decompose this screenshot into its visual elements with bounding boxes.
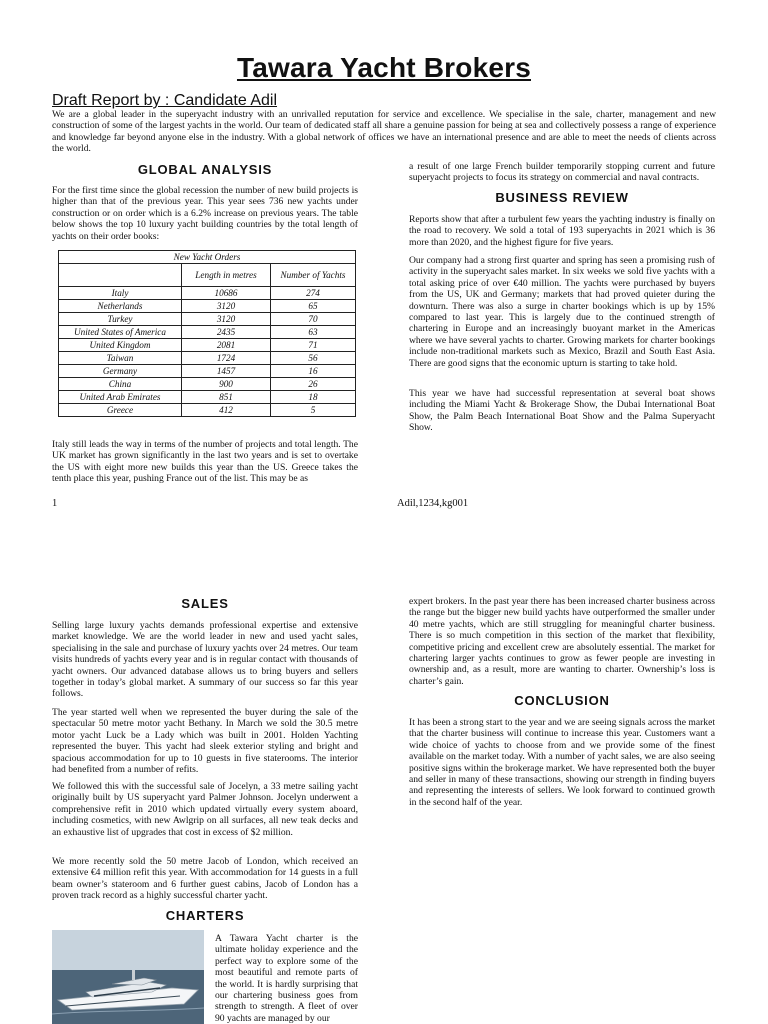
table-cell-country: Greece [59, 404, 182, 417]
table-cell-yachts: 16 [271, 365, 356, 378]
table-cell-yachts: 70 [271, 313, 356, 326]
table-row [59, 339, 356, 352]
table-cell-country: Netherlands [59, 300, 182, 313]
table-cell-country: United Arab Emirates [59, 391, 182, 404]
document-subtitle: Draft Report by : Candidate Adil [52, 92, 278, 109]
table-cell-length: 1724 [182, 352, 271, 365]
table-cell-yachts: 18 [271, 391, 356, 404]
table-caption: New Yacht Orders [59, 251, 356, 264]
table-cell-country: Turkey [59, 313, 182, 326]
table-row [59, 404, 356, 417]
table-cell-country: Germany [59, 365, 182, 378]
conclusion-para: It has been a strong start to the year and we are seeing signals across the market that the charter business will continue to increase this year. Customers want a wide choice of yachts to choose from and we provide some of the finest available on the market today. With a number of yacht sales, we are also seeing positive signs within the brokerage market. We have represented both the buyer and seller in many of these transactions, showing our strength in finding buyers and representing the interests of sellers. We look forward to continued growth in the second half of the year. [409, 717, 715, 808]
sales-heading: SALES [181, 596, 229, 611]
document-title: Tawara Yacht Brokers [236, 52, 531, 83]
table-row [59, 326, 356, 339]
table-cell-length: 3120 [182, 300, 271, 313]
business-review-para-1: Reports show that after a turbulent few years the yachting industry is finally on the road to recovery. We sold a total of 193 superyachts in 2021 which is 36 more than 2020, and the highest figure for five years. [409, 214, 715, 248]
table-cell-length: 2081 [182, 339, 271, 352]
table-cell-yachts: 26 [271, 378, 356, 391]
business-review-para-2: Our company had a strong first quarter and spring has seen a promising rush of activity in the superyacht sales market. In six weeks we sold five yachts with a total asking price of over €40 million. The yachts were purchased by buyers from the US, UK and Germany; markets that had proved quieter during the downturn. There was also a surge in charter bookings which is up by 15% compared to last year. This is largely due to the continued strength of chartering in Europe and an increasingly buoyant market in the Americas where we have several yachts to charter. Growing markets for charter bookings include non-traditional markets such as Mexico, Brazil and South East Asia. There are good signs that the economic upturn is starting to take hold. [409, 255, 715, 369]
table-cell-yachts: 63 [271, 326, 356, 339]
table-header-length: Length in metres [182, 264, 271, 287]
table-header-row [59, 264, 356, 287]
table-row [59, 300, 356, 313]
new-yacht-orders-table [58, 250, 356, 417]
table-cell-length: 1457 [182, 365, 271, 378]
table-row [59, 313, 356, 326]
table-body [59, 287, 356, 417]
table-cell-length: 2435 [182, 326, 271, 339]
table-cell-country: China [59, 378, 182, 391]
conclusion-heading: CONCLUSION [514, 693, 610, 708]
table-row [59, 378, 356, 391]
table-row [59, 391, 356, 404]
global-analysis-para-1: For the first time since the global recession the number of new build projects is higher than that of the previous year. This year sees 736 new yachts under construction or on order which is a 6.2% increase on previous years. The table below shows the top 10 luxury yacht building countries by the total length of yachts on their order books: [52, 185, 358, 242]
table-row [59, 287, 356, 300]
sales-para-4: We more recently sold the 50 metre Jacob of London, which received an extensive €4 million refit this year. With accommodation for 14 guests in a full beam owner’s stateroom and 6 further guest cabins, Jacob of London has a proven track record as a highly successful charter yacht. [52, 856, 358, 902]
table-cell-country: United Kingdom [59, 339, 182, 352]
yacht-icon [52, 930, 204, 1024]
business-review-heading: BUSINESS REVIEW [495, 190, 629, 205]
table-cell-yachts: 5 [271, 404, 356, 417]
table-header-yachts: Number of Yachts [271, 264, 356, 287]
charters-heading: CHARTERS [165, 908, 245, 923]
table-cell-country: Taiwan [59, 352, 182, 365]
table-cell-length: 10686 [182, 287, 271, 300]
global-analysis-para-2: Italy still leads the way in terms of the number of projects and total length. The UK market has grown significantly in the last two years and is set to overtake the US with eight more new builds this year than the US. Greece takes the tenth place this year, pushing France out of the list. This may be as [52, 439, 358, 485]
footer-reference: Adil,1234,kg001 [397, 498, 469, 509]
global-analysis-continuation: a result of one large French builder temporarily stopping current and future superyacht projects to focus its strategy on commercial and naval contracts. [409, 161, 715, 184]
table-cell-length: 851 [182, 391, 271, 404]
charters-continuation: expert brokers. In the past year there has been increased charter business across the range but the bigger new build yachts have outperformed the smaller under 40 metre yachts, which are still struggling for meaningful charter business. There is so much competition in this section of the market that flexibility, competitive pricing and excellent crew are absolutely essential. The market for chartering larger yachts continues to grow as fewer people are investing in ownership and, as a result, more are wanting to charter. Ownership’s loss is charter’s gain. [409, 596, 715, 687]
table-cell-country: United States of America [59, 326, 182, 339]
table-row [59, 352, 356, 365]
table-cell-length: 412 [182, 404, 271, 417]
table-cell-length: 3120 [182, 313, 271, 326]
table-cell-yachts: 274 [271, 287, 356, 300]
table-cell-yachts: 65 [271, 300, 356, 313]
table-cell-length: 900 [182, 378, 271, 391]
table-cell-country: Italy [59, 287, 182, 300]
table-header-country [59, 264, 182, 287]
sales-para-2: The year started well when we represented the buyer during the sale of the spectacular 50 metre motor yacht Bethany. In March we sold the 30.5 metre motor yacht Luck be a Lady which was built in 2001. Holden Yachting represented the buyer. This yacht had sleek exterior styling and bright and spacious accommodation for up to 10 guests in five staterooms. The interior had benefited from a number of refits. [52, 707, 358, 776]
intro-paragraph: We are a global leader in the superyacht industry with an unrivalled reputation for service and excellence. We specialise in the sale, charter, management and new construction of some of the largest yachts in the world. Our team of dedicated staff all share a genuine passion for being at sea and collectively possess a range of experience and knowledge far beyond anyone else in the industry. With a global network of offices we have an international presence and are able to meet the needs of clients across the world. [52, 109, 716, 155]
table-caption-row [59, 251, 356, 264]
yacht-photo [52, 930, 204, 1024]
sales-para-1: Selling large luxury yachts demands professional expertise and extensive market knowledge. We are the world leader in new and used yacht sales, specialising in the sale and purchase of luxury yachts over 24 metres. Our team visits hundreds of yachts every year and is in regular contact with thousands of yacht owners. Our advanced database allows us to bring buyers and sellers together in today’s global market. A summary of our success so far this year follows. [52, 620, 358, 700]
sales-para-3: We followed this with the successful sale of Jocelyn, a 33 metre sailing yacht originally built by US superyacht yard Palmer Johnson. Jocelyn underwent a comprehensive refit in 2010 which updated virtually every system aboard, including cosmetics, with new Awlgrip on all surfaces, all new teak decks and an exhaustive list of upgrades that cost in excess of $2 million. [52, 781, 358, 838]
table-cell-yachts: 56 [271, 352, 356, 365]
page-number: 1 [52, 498, 58, 509]
table-cell-yachts: 71 [271, 339, 356, 352]
business-review-para-3: This year we have had successful representation at several boat shows including the Miami Yacht & Brokerage Show, the Dubai International Boat Show, the Palm Beach International Boat Show and the Palma Superyacht Show. [409, 388, 715, 434]
table-row [59, 365, 356, 378]
global-analysis-heading: GLOBAL ANALYSIS [137, 162, 273, 177]
charters-para: A Tawara Yacht charter is the ultimate holiday experience and the perfect way to explore some of the most beautiful and remote parts of the world. It is hardly surprising that our chartering business goes from strength to strength. A fleet of over 90 yachts are managed by our [215, 933, 358, 1024]
